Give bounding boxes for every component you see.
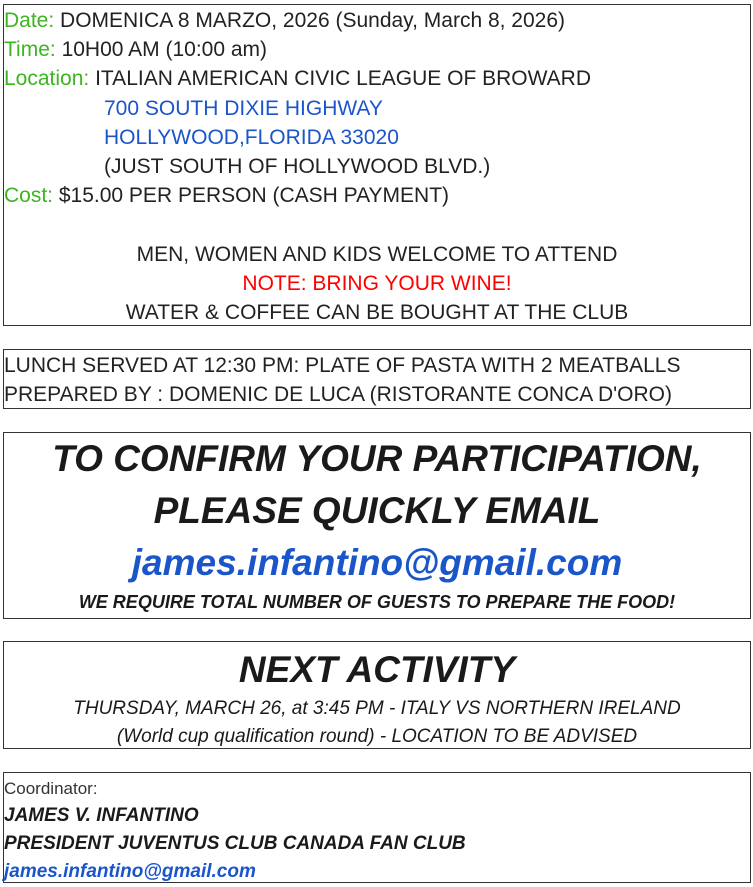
next-activity-line-2: (World cup qualification round) - LOCATION TO BE ADVISED bbox=[116, 726, 638, 747]
next-activity-box bbox=[3, 641, 751, 749]
coordinator-title: PRESIDENT JUVENTUS CLUB CANADA FAN CLUB bbox=[4, 833, 466, 854]
time-value: 10H00 AM (10:00 am) bbox=[61, 38, 268, 62]
confirm-note: WE REQUIRE TOTAL NUMBER OF GUESTS TO PREPARE THE FOOD! bbox=[78, 592, 676, 612]
coordinator-name: JAMES V. INFANTINO bbox=[4, 805, 199, 826]
next-activity-title: NEXT ACTIVITY bbox=[238, 649, 516, 690]
date-label: Date: bbox=[4, 9, 55, 32]
wine-note: NOTE: BRING YOUR WINE! bbox=[242, 271, 512, 295]
date-value: DOMENICA 8 MARZO, 2026 (Sunday, March 8, 2026) bbox=[60, 9, 566, 32]
lunch-line-1: LUNCH SERVED AT 12:30 PM: PLATE OF PASTA WITH 2 MEATBALLS bbox=[4, 354, 681, 377]
confirm-heading-2: PLEASE QUICKLY EMAIL bbox=[153, 490, 601, 531]
location-row bbox=[4, 64, 750, 93]
water-note: WATER & COFFEE CAN BE BOUGHT AT THE CLUB bbox=[125, 301, 629, 325]
confirm-email-link[interactable]: james.infantino@gmail.com bbox=[131, 542, 623, 583]
cost-row bbox=[4, 181, 750, 210]
coordinator-box bbox=[3, 772, 751, 883]
cost-label: Cost: bbox=[4, 184, 54, 208]
address-note: (JUST SOUTH OF HOLLYWOOD BLVD.) bbox=[104, 155, 491, 179]
location-name: ITALIAN AMERICAN CIVIC LEAGUE OF BROWARD bbox=[95, 67, 591, 91]
address-line-1: 700 SOUTH DIXIE HIGHWAY bbox=[104, 96, 383, 120]
location-label: Location: bbox=[4, 67, 90, 91]
next-activity-line-1: THURSDAY, MARCH 26, at 3:45 PM - ITALY VS NORTHERN IRELAND bbox=[73, 698, 681, 719]
welcome-text: MEN, WOMEN AND KIDS WELCOME TO ATTEND bbox=[136, 242, 618, 266]
coordinator-label: Coordinator: bbox=[4, 779, 98, 798]
coordinator-email-link[interactable]: james.infantino@gmail.com bbox=[4, 861, 256, 882]
cost-value: $15.00 PER PERSON (CASH PAYMENT) bbox=[58, 184, 450, 208]
event-details-box bbox=[3, 4, 751, 326]
time-label: Time: bbox=[4, 38, 56, 62]
lunch-box bbox=[3, 349, 751, 409]
address-line-2: HOLLYWOOD,FLORIDA 33020 bbox=[104, 125, 399, 149]
confirm-heading-1: TO CONFIRM YOUR PARTICIPATION, bbox=[52, 438, 702, 479]
time-row bbox=[4, 35, 750, 64]
lunch-line-2: PREPARED BY : DOMENIC DE LUCA (RISTORANTE CONCA D'ORO) bbox=[4, 383, 672, 407]
date-row bbox=[4, 6, 750, 35]
spacer bbox=[4, 210, 750, 239]
confirm-box bbox=[3, 432, 751, 619]
